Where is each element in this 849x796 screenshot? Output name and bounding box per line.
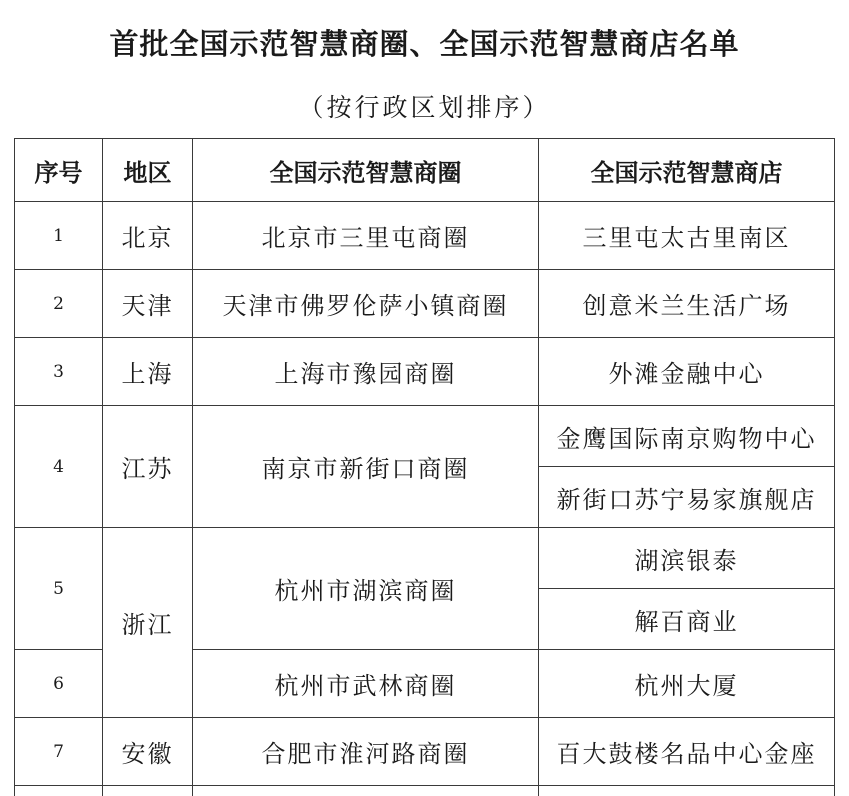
table-row bbox=[15, 270, 835, 338]
row-circle: 合肥市淮河路商圈 bbox=[193, 718, 539, 786]
row-index: 3 bbox=[15, 338, 103, 406]
document-title: 首批全国示范智慧商圈、全国示范智慧商店名单 bbox=[0, 22, 849, 63]
table-row bbox=[15, 718, 835, 786]
empty-cell bbox=[193, 786, 539, 796]
row-index: 6 bbox=[15, 650, 103, 718]
empty-cell bbox=[539, 786, 835, 796]
row-index: 4 bbox=[15, 406, 103, 528]
row-region: 浙江 bbox=[103, 528, 193, 718]
header-index: 序号 bbox=[15, 139, 103, 202]
row-store: 湖滨银泰 bbox=[539, 528, 835, 589]
row-region: 上海 bbox=[103, 338, 193, 406]
row-circle: 杭州市武林商圈 bbox=[193, 650, 539, 718]
row-store: 解百商业 bbox=[539, 589, 835, 650]
header-smart-circle: 全国示范智慧商圈 bbox=[193, 139, 539, 202]
list-table bbox=[14, 138, 835, 796]
row-store: 创意米兰生活广场 bbox=[539, 270, 835, 338]
row-region: 江苏 bbox=[103, 406, 193, 528]
row-circle: 南京市新街口商圈 bbox=[193, 406, 539, 528]
row-store: 新街口苏宁易家旗舰店 bbox=[539, 467, 835, 528]
row-region: 天津 bbox=[103, 270, 193, 338]
row-store: 外滩金融中心 bbox=[539, 338, 835, 406]
row-circle: 北京市三里屯商圈 bbox=[193, 202, 539, 270]
row-index: 2 bbox=[15, 270, 103, 338]
row-circle: 杭州市湖滨商圈 bbox=[193, 528, 539, 650]
table-header-row bbox=[15, 139, 835, 202]
table-row bbox=[15, 202, 835, 270]
row-store: 杭州大厦 bbox=[539, 650, 835, 718]
document-subtitle: （按行政区划排序） bbox=[0, 88, 849, 124]
row-store: 金鹰国际南京购物中心 bbox=[539, 406, 835, 467]
row-index: 7 bbox=[15, 718, 103, 786]
table-row-partial bbox=[15, 786, 835, 796]
row-index: 5 bbox=[15, 528, 103, 650]
row-store: 百大鼓楼名品中心金座 bbox=[539, 718, 835, 786]
row-store: 三里屯太古里南区 bbox=[539, 202, 835, 270]
row-circle: 上海市豫园商圈 bbox=[193, 338, 539, 406]
header-region: 地区 bbox=[103, 139, 193, 202]
table-row bbox=[15, 528, 835, 589]
row-region: 北京 bbox=[103, 202, 193, 270]
row-index: 1 bbox=[15, 202, 103, 270]
header-smart-store: 全国示范智慧商店 bbox=[539, 139, 835, 202]
row-region: 安徽 bbox=[103, 718, 193, 786]
table-row bbox=[15, 338, 835, 406]
empty-cell bbox=[15, 786, 103, 796]
table-row bbox=[15, 406, 835, 467]
row-circle: 天津市佛罗伦萨小镇商圈 bbox=[193, 270, 539, 338]
empty-cell bbox=[103, 786, 193, 796]
